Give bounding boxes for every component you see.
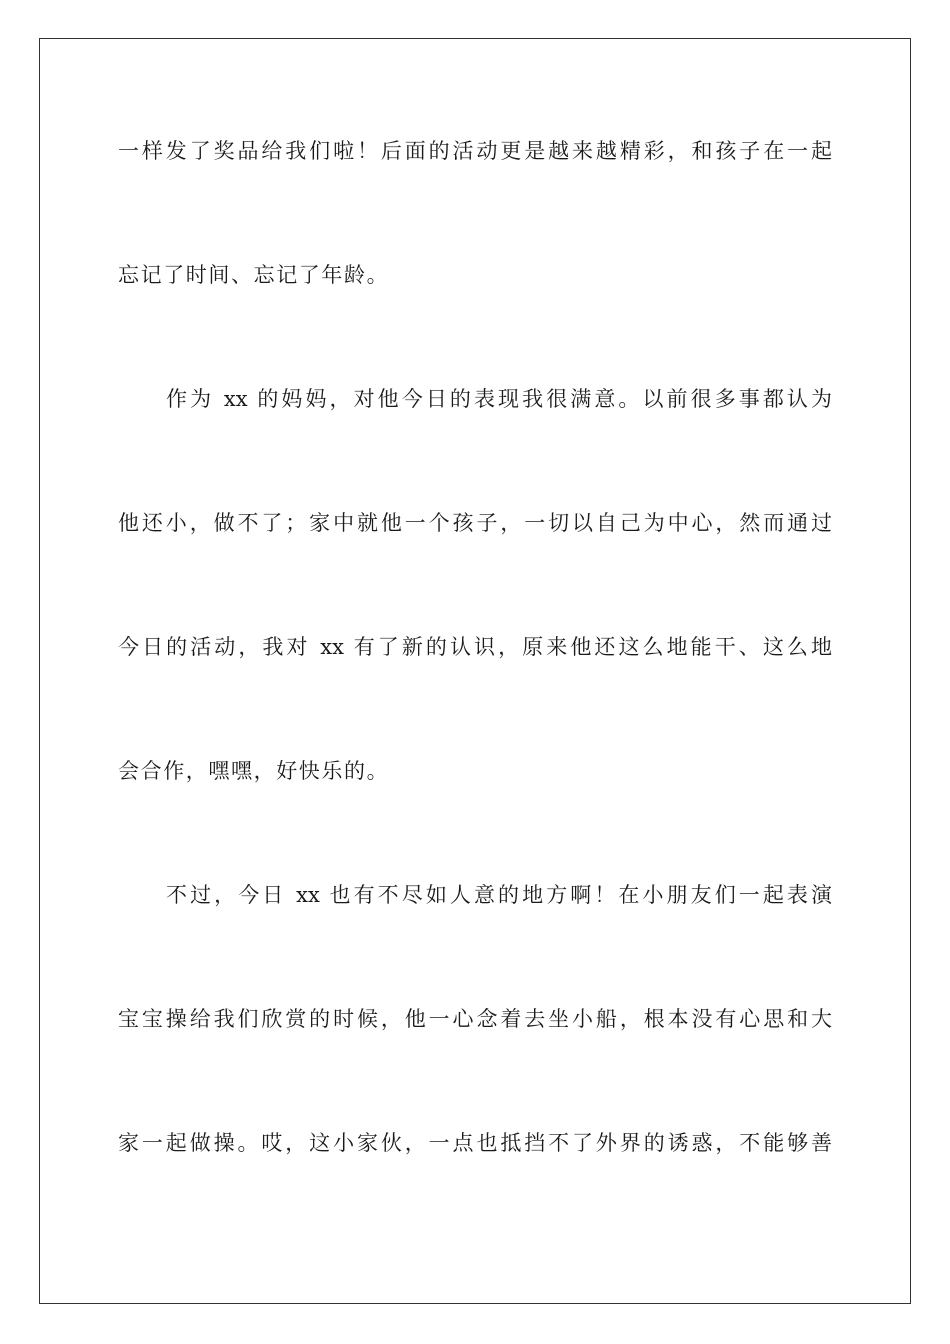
text-line-paragraph-start: 作为 xx 的妈妈，对他今日的表现我很满意。以前很多事都认为 [166, 387, 832, 411]
text-line: 家一起做操。哎，这小家伙，一点也抵挡不了外界的诱惑，不能够善 [118, 1131, 832, 1155]
text-line: 宝宝操给我们欣赏的时候，他一心念着去坐小船，根本没有心思和大 [118, 1007, 832, 1031]
text-line-paragraph-start: 不过，今日 xx 也有不尽如人意的地方啊！在小朋友们一起表演 [166, 883, 832, 907]
page-frame [39, 38, 911, 1304]
text-line: 一样发了奖品给我们啦！后面的活动更是越来越精彩，和孩子在一起 [118, 139, 832, 163]
text-line: 忘记了时间、忘记了年龄。 [118, 263, 390, 287]
text-line: 会合作，嘿嘿，好快乐的。 [118, 759, 390, 783]
text-line: 今日的活动，我对 xx 有了新的认识，原来他还这么地能干、这么地 [118, 635, 832, 659]
text-line: 他还小，做不了；家中就他一个孩子，一切以自己为中心，然而通过 [118, 511, 832, 535]
